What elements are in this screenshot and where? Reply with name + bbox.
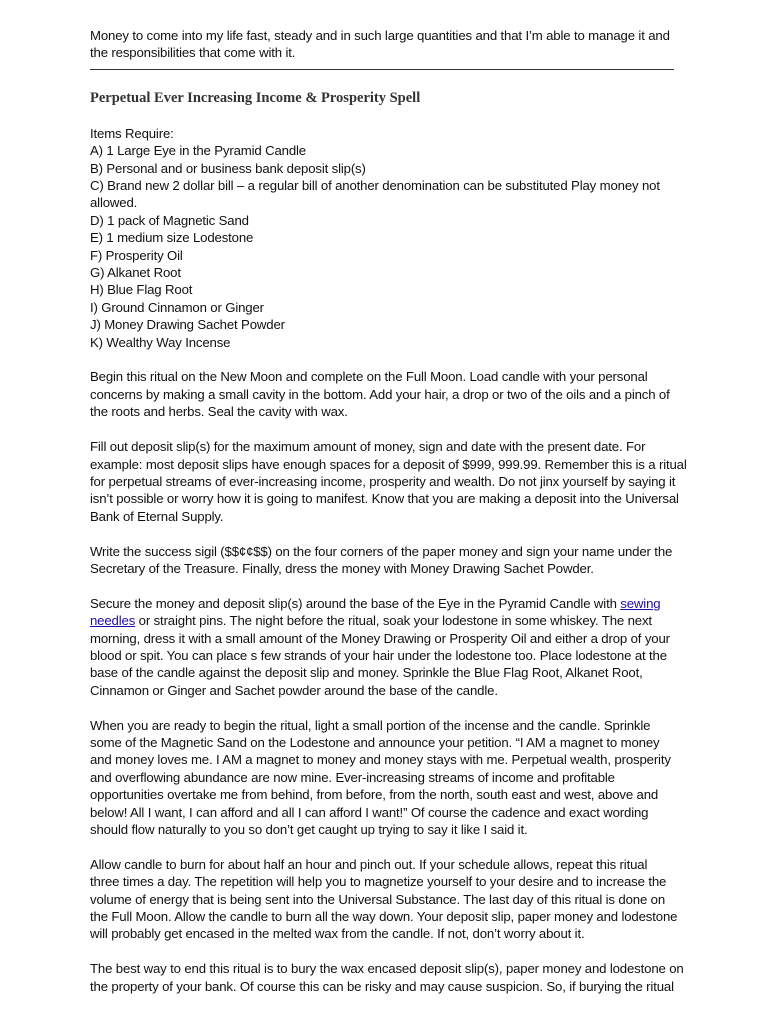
list-item: H) Blue Flag Root [90,282,193,298]
document-body [90,27,687,995]
paragraph-begin-ritual [90,717,680,839]
paragraph-new-moon [90,368,680,420]
paragraph-secure-money [90,595,680,699]
text-line: Fill out deposit slip(s) for the maximum amount of money, sign and date with the present date. For [90,439,646,455]
text-line: the Full Moon. Allow the candle to burn all the way down. Your deposit slip, paper money and lodestone [90,909,678,924]
list-item: allowed. [90,195,138,211]
text-line [90,595,680,612]
text-line: When you are ready to begin the ritual, light a small portion of the incense and the candle. Sprinkle [90,717,651,733]
list-item: E) 1 medium size Lodestone [90,230,254,246]
list-item: D) 1 pack of Magnetic Sand [90,212,249,228]
text-line [90,612,680,629]
list-item: B) Personal and or business bank deposit slip(s) [90,160,366,176]
text-line: will probably get encased in the melted wax from the candle. If not, don’t worry about it. [90,926,585,942]
paragraph-end-ritual [90,960,684,995]
text-segment: or straight pins. The night before the ritual, soak your lodestone in some whiskey. The next [135,613,652,629]
text-line: opportunities overtake me from behind, from before, from the north, south east and west, above and [90,787,659,803]
list-item: C) Brand new 2 dollar bill – a regular bill of another denomination can be substituted Play money not [90,178,660,194]
text-line: three times a day. The repetition will help you to magnetize yourself to your desire and to increase the [90,874,667,890]
sewing-needles-link[interactable]: sewing [620,595,661,611]
text-line: volume of energy that is being sent into the Universal Substance. The last day of this ritual is done on [90,891,666,907]
text-line: Cinnamon or Ginger and Sachet powder around the base of the candle. [90,682,498,698]
items-list [90,125,680,351]
text-line: morning, dress it with a small amount of the Money Drawing or Prosperity Oil and either a drop of your [90,630,670,646]
list-item: J) Money Drawing Sachet Powder [90,317,285,333]
text-line: Write the success sigil ($$¢¢$$) on the four corners of the paper money and sign your name under the [90,543,673,559]
text-line: below! All I want, I can afford and all I can afford I want!” Of course the cadence and exact wording [90,804,649,820]
list-item: K) Wealthy Way Incense [90,334,231,350]
text-line: concerns by making a small cavity in the bottom. Add your hair, a drop or two of the oils and a pinch of [90,386,670,402]
text-line: for perpetual streams of ever-increasing income, prosperity and wealth. Do not jinx yourself by saying it [90,473,676,489]
list-item: I) Ground Cinnamon or Ginger [90,299,264,315]
list-item: G) Alkanet Root [90,265,181,281]
text-line: Begin this ritual on the New Moon and complete on the Full Moon. Load candle with your personal [90,369,648,385]
list-item: F) Prosperity Oil [90,247,183,263]
text-line: blood or spit. You can place s few strands of your hair under the lodestone too. Place lodestone at the [90,647,667,663]
spell-title: Perpetual Ever Increasing Income & Prosperity Spell [90,89,421,106]
horizontal-rule [90,69,674,70]
text-line: base of the candle against the deposit slip and money. Sprinkle the Blue Flag Root, Alkanet Root, [90,665,643,681]
text-line: Secretary of the Treasure. Finally, dress the money with Money Drawing Sachet Powder. [90,560,594,576]
items-heading: Items Require: [90,125,174,141]
text-line: Money to come into my life fast, steady and in such large quantities and that I’m able to manage it and [90,28,670,43]
list-item: A) 1 Large Eye in the Pyramid Candle [90,143,306,159]
paragraph-deposit-slip [90,438,687,525]
intro-paragraph [90,27,680,62]
sewing-needles-link[interactable]: needles [90,613,136,629]
paragraph-sigil [90,543,680,578]
text-line: and money loves me. I AM a magnet to money and money stays with me. Perpetual wealth, prosperity [90,752,671,768]
text-line: the roots and herbs. Seal the cavity with wax. [90,404,348,420]
text-line: should flow naturally to you so don’t get caught up trying to say it like I said it. [90,821,528,837]
text-line: the responsibilities that come with it. [90,45,296,61]
text-line: Bank of Eternal Supply. [90,508,224,524]
text-line: the property of your bank. Of course this can be risky and may cause suspicion. So, if burying the ritual [90,978,674,994]
paragraph-candle-burn [90,856,680,943]
text-line: some of the Magnetic Sand on the Lodestone and announce your petition. “I AM a magnet to money [90,734,660,750]
text-line: The best way to end this ritual is to bury the wax encased deposit slip(s), paper money and lodestone on [90,961,684,977]
text-line: example: most deposit slips have enough spaces for a deposit of $999, 999.99. Remember this is a ritual [90,456,687,472]
text-segment: Secure the money and deposit slip(s) around the base of the Eye in the Pyramid Candle with [90,595,621,611]
text-line: and overflowing abundance are now mine. Ever-increasing streams of income and profitable [90,769,615,785]
text-line: Allow candle to burn for about half an hour and pinch out. If your schedule allows, repeat this ritual [90,856,648,872]
text-line: isn’t possible or worry how it is going to manifest. Know that you are making a deposit into the Universal [90,491,679,507]
